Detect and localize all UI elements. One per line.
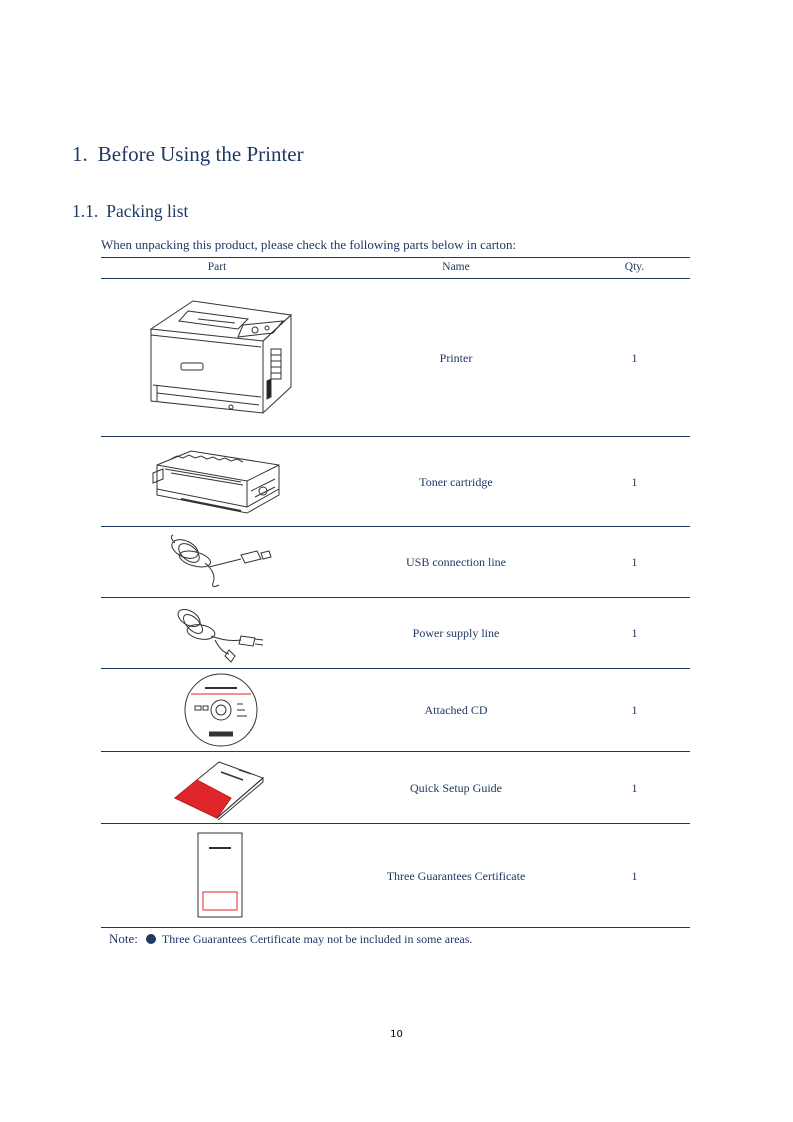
page-number: 10 <box>390 1029 403 1040</box>
subsection-title: Packing list <box>106 201 189 221</box>
table-row <box>101 752 690 824</box>
note-label: Note: <box>109 931 138 946</box>
part-qty: 1 <box>631 703 638 717</box>
note <box>109 931 472 947</box>
part-image <box>101 752 333 823</box>
toner-cartridge-icon <box>151 445 287 523</box>
part-qty: 1 <box>631 781 638 795</box>
table-row <box>101 279 690 437</box>
header-name: Name <box>442 261 470 273</box>
part-name: USB connection line <box>406 555 506 569</box>
part-image <box>101 279 333 436</box>
part-name: Toner cartridge <box>419 475 493 489</box>
power-cable-icon <box>171 604 267 664</box>
section-title: Before Using the Printer <box>97 142 304 166</box>
part-image <box>101 669 333 751</box>
part-qty: 1 <box>631 869 638 883</box>
part-qty: 1 <box>631 626 638 640</box>
packing-list-table <box>101 257 690 928</box>
header-part: Part <box>207 261 227 273</box>
part-qty: 1 <box>631 351 638 365</box>
subsection-number: 1.1. <box>72 201 99 221</box>
table-row <box>101 527 690 598</box>
table-row <box>101 669 690 752</box>
usb-cable-icon <box>165 533 275 593</box>
subsection-heading <box>72 201 188 222</box>
cd-icon <box>183 672 259 748</box>
part-name: Quick Setup Guide <box>410 781 502 795</box>
table-row <box>101 598 690 669</box>
part-image <box>101 598 333 668</box>
part-name: Attached CD <box>424 703 488 717</box>
header-qty: Qty. <box>624 261 645 273</box>
section-number: 1. <box>72 142 88 166</box>
note-text: Three Guarantees Certificate may not be included in some areas. <box>161 932 473 946</box>
part-name: Power supply line <box>412 626 500 640</box>
part-qty: 1 <box>631 555 638 569</box>
part-image <box>101 527 333 597</box>
intro-text: When unpacking this product, please check the following parts below in carton: <box>101 237 517 252</box>
bullet-icon <box>146 934 156 944</box>
table-row <box>101 437 690 527</box>
table-header <box>101 257 690 279</box>
certificate-icon <box>197 832 243 918</box>
part-name: Three Guarantees Certificate <box>386 869 526 883</box>
part-image <box>101 437 333 526</box>
section-heading <box>72 142 304 167</box>
part-image <box>101 824 333 927</box>
part-name: Printer <box>439 351 473 365</box>
printer-icon <box>143 297 293 427</box>
quick-setup-guide-icon <box>171 758 267 820</box>
table-row <box>101 824 690 928</box>
part-qty: 1 <box>631 475 638 489</box>
